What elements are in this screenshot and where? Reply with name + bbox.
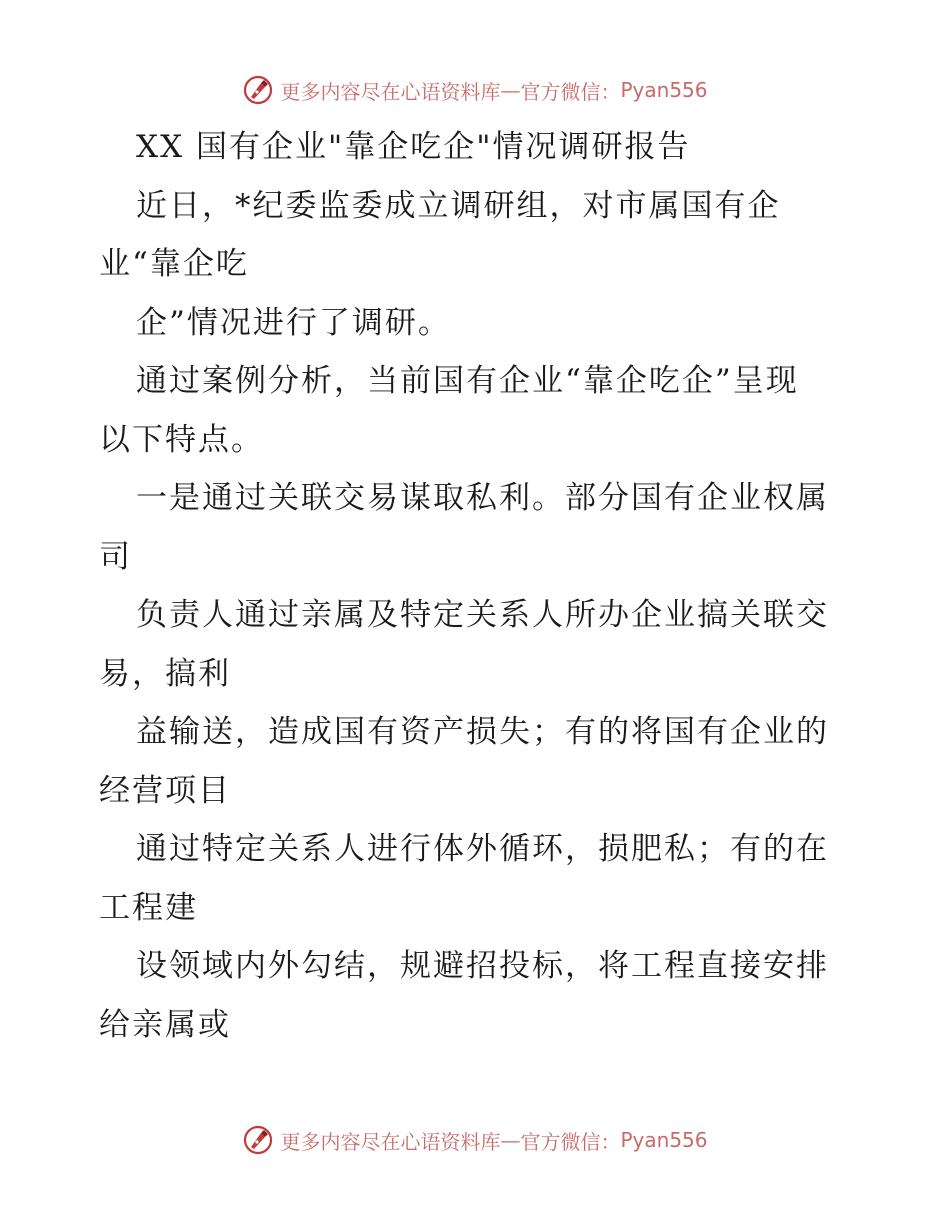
banner-wechat-id: Pyan556 bbox=[620, 1128, 708, 1152]
banner-wechat-id: Pyan556 bbox=[620, 78, 708, 102]
paragraph-line: 近日，*纪委监委成立调研组，对市属国有企 bbox=[136, 187, 781, 224]
footer-banner bbox=[0, 1120, 950, 1160]
paragraph-line: 通过案例分析，当前国有企业“靠企吃企”呈现 bbox=[136, 363, 799, 399]
paragraph-line: 以下特点。 bbox=[99, 421, 264, 458]
document-body bbox=[99, 118, 859, 1054]
document-title: XX 国有企业"靠企吃企"情况调研报告 bbox=[136, 129, 691, 165]
paragraph-line: 一是通过关联交易谋取私利。部分国有企业权属 bbox=[136, 480, 829, 516]
paragraph-line: 易，搞利 bbox=[99, 655, 231, 692]
banner-slogan: 更多内容尽在心语资料库 bbox=[280, 79, 501, 104]
paragraph-line: 负责人通过亲属及特定关系人所办企业搞关联交 bbox=[136, 597, 829, 633]
paragraph-line: 通过特定关系人进行体外循环，损肥私；有的在 bbox=[136, 831, 829, 867]
banner-slogan: 更多内容尽在心语资料库 bbox=[280, 1129, 501, 1154]
paragraph-line: 企”情况进行了调研。 bbox=[136, 304, 451, 341]
pen-nib-logo-icon bbox=[242, 74, 274, 106]
banner-wechat-label: 官方微信： bbox=[520, 1129, 621, 1154]
banner-wechat-label: 官方微信： bbox=[520, 79, 621, 104]
paragraph-line: 业“靠企吃 bbox=[99, 246, 249, 282]
paragraph-line: 经营项目 bbox=[99, 772, 231, 809]
paragraph-line: 给亲属或 bbox=[99, 1006, 231, 1043]
banner-dash: — bbox=[500, 78, 521, 102]
pen-nib-logo-icon bbox=[242, 1124, 274, 1156]
paragraph-line: 益输送，造成国有资产损失；有的将国有企业的 bbox=[136, 714, 829, 750]
paragraph-line: 设领域内外勾结，规避招投标，将工程直接安排 bbox=[136, 948, 829, 984]
paragraph-line: 司 bbox=[99, 538, 132, 575]
header-banner bbox=[0, 70, 950, 110]
banner-dash: — bbox=[500, 1128, 521, 1152]
paragraph-line: 工程建 bbox=[99, 889, 198, 926]
